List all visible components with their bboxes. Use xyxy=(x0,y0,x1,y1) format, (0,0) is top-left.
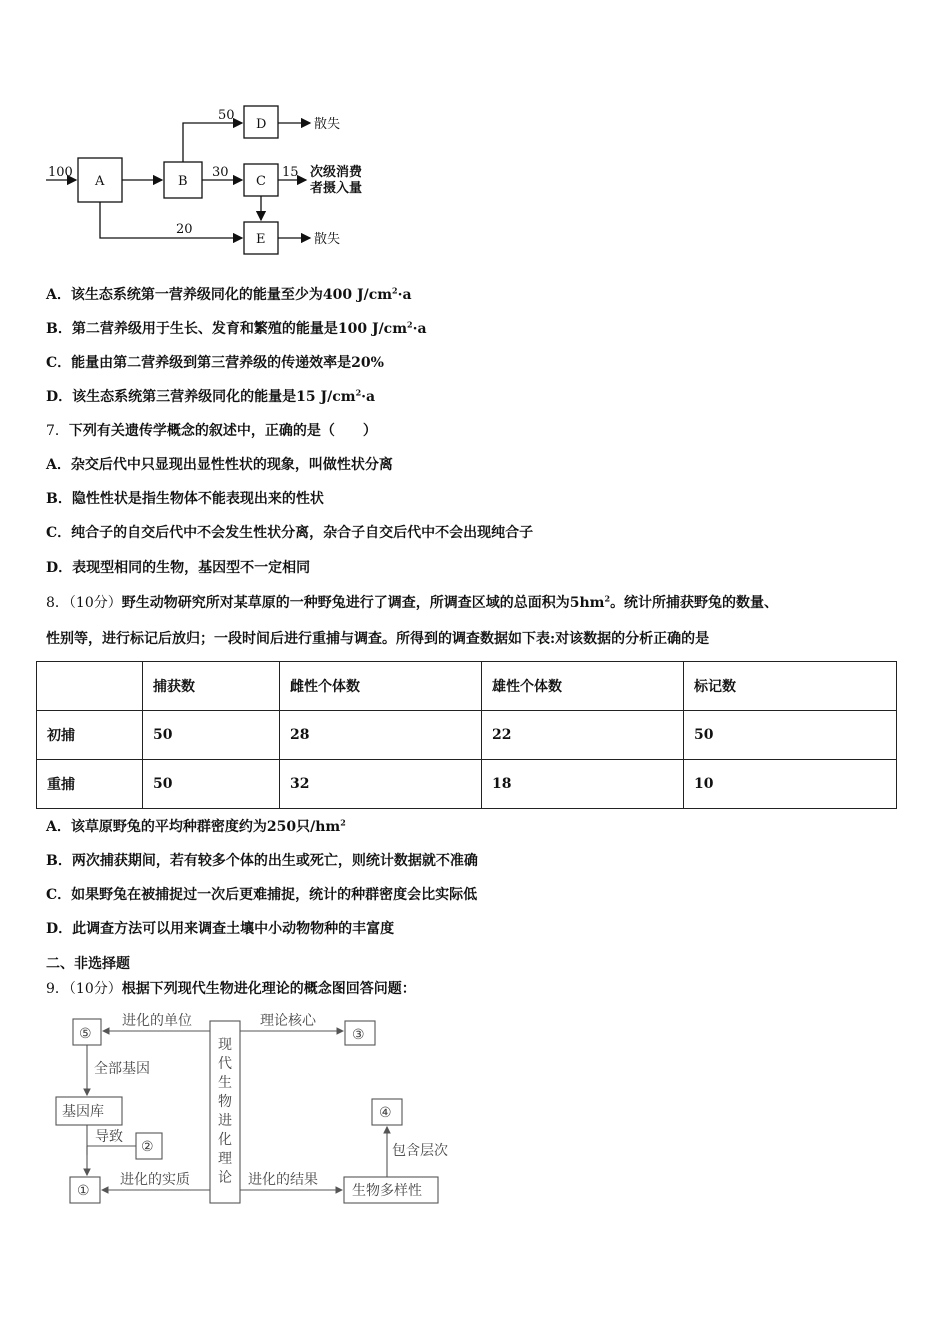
q8-stem-line-1 xyxy=(46,594,778,612)
table-cell: 10 xyxy=(684,760,897,809)
option-label: C． xyxy=(46,525,72,541)
option-label: C． xyxy=(46,355,72,371)
table-cell: 22 xyxy=(482,711,684,760)
table-cell: 50 xyxy=(143,711,280,760)
table-cell: 50 xyxy=(684,711,897,760)
c-out-label-1: 次级消费 xyxy=(310,165,363,180)
box-5-label: ⑤ xyxy=(79,1026,92,1042)
table-cell: 32 xyxy=(280,760,482,809)
center-char: 论 xyxy=(218,1170,232,1186)
q8-option-b xyxy=(46,852,478,870)
table-cell: 标记数 xyxy=(684,662,897,711)
option-text: 如果野兔在被捕捉过一次后更难捕捉，统计的种群密度会比实际低 xyxy=(71,887,478,903)
superscript: 2 xyxy=(340,817,346,828)
option-text: 隐性性状是指生物体不能表现出来的性状 xyxy=(71,491,324,507)
question-stem: 下列有关遗传学概念的叙述中，正确的是（ ） xyxy=(68,423,377,439)
table-cell: 重捕 xyxy=(37,760,143,809)
c-out-label-2: 者摄入量 xyxy=(310,181,363,196)
option-label: D． xyxy=(46,389,73,405)
q7-option-c xyxy=(46,524,533,542)
option-text: 第二营养级用于生长、发育和繁殖的能量是100 J/cm xyxy=(71,321,408,337)
table-row xyxy=(37,711,897,760)
q6-option-c xyxy=(46,354,384,372)
question-number: 8． xyxy=(46,595,69,611)
question-stem: 性别等，进行标记后放归；一段时间后进行重捕与调查。所得到的调查数据如下表:对该数据的分析正确的是 xyxy=(46,631,710,647)
question-score: （10分） xyxy=(68,595,122,611)
superscript: 2 xyxy=(355,387,362,398)
option-text: 此调查方法可以用来调查土壤中小动物物种的丰富度 xyxy=(72,921,395,937)
question-number: 9． xyxy=(46,981,69,997)
option-label: B． xyxy=(46,491,72,507)
option-text: 两次捕获期间，若有较多个体的出生或死亡，则统计数据就不准确 xyxy=(71,853,478,869)
option-text: 杂交后代中只显现出显性性状的现象，叫做性状分离 xyxy=(70,457,393,473)
option-label: D． xyxy=(46,560,73,576)
question-stem-cont: 。统计所捕获野兔的数量、 xyxy=(610,595,779,611)
question-number: 7． xyxy=(46,423,69,439)
q6-option-a xyxy=(46,286,412,304)
all-genes-label: 全部基因 xyxy=(94,1061,150,1077)
table-row xyxy=(37,760,897,809)
section-title xyxy=(46,955,130,973)
flow-a-e: 20 xyxy=(176,222,193,237)
option-label: A． xyxy=(46,457,71,473)
option-text: 该生态系统第一营养级同化的能量至少为400 J/cm xyxy=(70,287,393,303)
unit-tail: ·a xyxy=(412,321,427,337)
theory-core-label: 理论核心 xyxy=(260,1013,316,1029)
flow-b-d: 50 xyxy=(218,108,235,123)
flow-b-c: 30 xyxy=(212,165,229,180)
box-d-label: D xyxy=(256,117,267,132)
table-cell: 雄性个体数 xyxy=(482,662,684,711)
option-text: 纯合子的自交后代中不会发生性状分离，杂合子自交后代中不会出现纯合子 xyxy=(71,525,534,541)
q7-option-b xyxy=(46,490,324,508)
box-3-label: ③ xyxy=(352,1027,365,1043)
q8-option-c xyxy=(46,886,477,904)
input-value: 100 xyxy=(48,165,73,180)
option-label: C． xyxy=(46,887,72,903)
table-cell: 捕获数 xyxy=(143,662,280,711)
q7-option-d xyxy=(46,559,310,577)
contains-levels-label: 包含层次 xyxy=(392,1143,448,1159)
option-label: A． xyxy=(46,287,71,303)
q8-stem-line-2 xyxy=(46,630,709,648)
option-label: D． xyxy=(46,921,73,937)
center-char: 化 xyxy=(218,1132,232,1148)
option-label: B． xyxy=(46,853,72,869)
option-text: 该草原野兔的平均种群密度约为250只/hm xyxy=(70,819,341,835)
unit-of-evolution-label: 进化的单位 xyxy=(122,1013,192,1029)
center-char: 理 xyxy=(218,1151,232,1167)
box-a-label: A xyxy=(95,174,105,189)
e-out-label: 散失 xyxy=(314,232,341,247)
box-e-label: E xyxy=(256,232,266,247)
option-label: B． xyxy=(46,321,72,337)
table-cell: 雌性个体数 xyxy=(280,662,482,711)
option-text: 能量由第二营养级到第三营养级的传递效率是20% xyxy=(71,355,384,371)
center-char: 进 xyxy=(218,1113,232,1129)
table-cell xyxy=(37,662,143,711)
essence-label: 进化的实质 xyxy=(120,1172,190,1188)
q8-option-d xyxy=(46,920,394,938)
table-cell: 初捕 xyxy=(37,711,143,760)
leads-to-label: 导致 xyxy=(95,1129,123,1145)
capture-data-table xyxy=(36,661,897,809)
option-label: A． xyxy=(46,819,71,835)
d-out-label: 散失 xyxy=(314,117,341,132)
superscript: 2 xyxy=(407,319,413,330)
table-header-row xyxy=(37,662,897,711)
superscript: 2 xyxy=(392,285,398,296)
q7-stem xyxy=(46,422,377,440)
energy-flow-diagram xyxy=(40,100,400,260)
option-text: 该生态系统第三营养级同化的能量是15 J/cm xyxy=(72,389,356,405)
table-cell: 18 xyxy=(482,760,684,809)
result-label: 进化的结果 xyxy=(248,1172,318,1188)
box-b-label: B xyxy=(178,174,188,189)
biodiversity-label: 生物多样性 xyxy=(352,1183,422,1199)
unit-tail: ·a xyxy=(397,287,412,303)
question-stem: 野生动物研究所对某草原的一种野兔进行了调查，所调查区域的总面积为5hm xyxy=(121,595,605,611)
unit-tail: ·a xyxy=(361,389,376,405)
q6-option-d xyxy=(46,388,375,406)
center-char: 生 xyxy=(218,1075,232,1091)
box-1-label: ① xyxy=(77,1183,90,1199)
center-char: 代 xyxy=(218,1056,232,1072)
evolution-concept-map xyxy=(40,1005,480,1215)
superscript: 2 xyxy=(604,593,611,604)
center-char: 物 xyxy=(218,1094,232,1110)
table-cell: 50 xyxy=(143,760,280,809)
center-char: 现 xyxy=(218,1037,232,1053)
question-score: （10分） xyxy=(68,981,122,997)
q6-option-b xyxy=(46,320,427,338)
option-text: 表现型相同的生物，基因型不一定相同 xyxy=(72,560,311,576)
section-heading: 二、非选择题 xyxy=(46,956,130,972)
table-cell: 28 xyxy=(280,711,482,760)
q9-stem xyxy=(46,980,416,998)
box-c-label: C xyxy=(256,174,266,189)
flow-c-out: 15 xyxy=(282,165,299,180)
q7-option-a xyxy=(46,456,393,474)
gene-pool-label: 基因库 xyxy=(62,1104,104,1120)
q8-option-a xyxy=(46,818,346,836)
box-4-label: ④ xyxy=(379,1105,392,1121)
box-2-label: ② xyxy=(141,1139,154,1155)
question-stem: 根据下列现代生物进化理论的概念图回答问题： xyxy=(121,981,416,997)
